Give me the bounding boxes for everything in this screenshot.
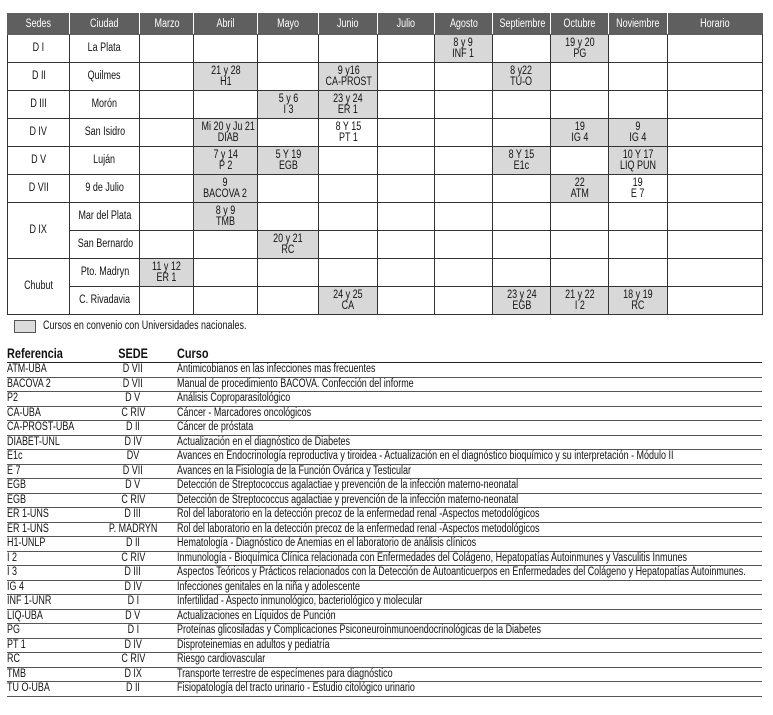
month-cell xyxy=(493,259,551,287)
reference-course-cell: Manual de procedimiento BACOVA. Confección del informe xyxy=(177,377,762,392)
reference-code-cell: TMB xyxy=(7,667,89,682)
reference-code-cell: IG 4 xyxy=(7,580,89,595)
reference-code-cell: EGB xyxy=(7,493,89,508)
ciudad-cell: Morón xyxy=(70,91,140,119)
reference-code-cell: ER 1-UNS xyxy=(7,508,89,523)
schedule-header-cell: Agosto xyxy=(435,14,493,35)
reference-sede-cell: D IV xyxy=(89,435,177,450)
month-cell xyxy=(609,231,668,259)
month-cell xyxy=(378,203,435,231)
month-cell: 19 y 20 PG xyxy=(551,35,609,63)
reference-course-cell: Avances en Endocrinología reproductiva y tiroidea - Actualización en el diagnóstico bioquímico y su interpretación - Módulo II xyxy=(177,450,762,465)
reference-course-cell: Cáncer - Marcadores oncológicos xyxy=(177,406,762,421)
month-cell: 9 y16 CA-PROST xyxy=(319,63,378,91)
reference-row xyxy=(7,479,762,494)
month-cell xyxy=(258,259,319,287)
reference-code-cell: P2 xyxy=(7,392,89,407)
month-cell xyxy=(668,63,763,91)
reference-sede-cell: D VII xyxy=(89,377,177,392)
reference-course-cell: Fisiopatología del tracto urinario - Estudio citológico urinario xyxy=(177,682,762,697)
month-cell xyxy=(668,91,763,119)
reference-code-cell: RC xyxy=(7,653,89,668)
schedule-row xyxy=(8,63,763,91)
month-cell xyxy=(319,147,378,175)
reference-course-cell: Actualizaciones en Líquidos de Punción xyxy=(177,609,762,624)
month-cell: 10 Y 17 LIQ PUN xyxy=(609,147,668,175)
month-cell xyxy=(194,35,258,63)
reference-course-cell: Disproteinemias en adultos y pediatría xyxy=(177,638,762,653)
month-cell xyxy=(668,119,763,147)
reference-row xyxy=(7,377,762,392)
schedule-header-cell: Mayo xyxy=(258,14,319,35)
sede-cell: D IX xyxy=(8,203,70,259)
reference-code-cell: ATM-UBA xyxy=(7,363,89,378)
schedule-row xyxy=(8,35,763,63)
schedule-row xyxy=(8,259,763,287)
reference-course-cell: Riesgo cardiovascular xyxy=(177,653,762,668)
month-cell: 21 y 28 H1 xyxy=(194,63,258,91)
schedule-row xyxy=(8,91,763,119)
legend-text: Cursos en convenio con Universidades nacionales. xyxy=(43,320,247,332)
month-cell xyxy=(319,35,378,63)
reference-course-cell: Infecciones genitales en la niña y adolescente xyxy=(177,580,762,595)
month-cell xyxy=(551,63,609,91)
month-cell: 5 y 6 I 3 xyxy=(258,91,319,119)
reference-sede-cell: D I xyxy=(89,624,177,639)
sede-cell: D I xyxy=(8,35,70,63)
month-cell xyxy=(609,35,668,63)
reference-course-cell: Inmunología - Bioquímica Clínica relacionada con Enfermedades del Colágeno, Hepatopatías Autoinmunes y Vasculitis Inmunes xyxy=(177,551,762,566)
sede-cell: Chubut xyxy=(8,259,70,315)
reference-course-cell: Transporte terrestre de especímenes para diagnóstico xyxy=(177,667,762,682)
reference-code-cell: CA-UBA xyxy=(7,406,89,421)
schedule-row xyxy=(8,175,763,203)
ciudad-cell: Quilmes xyxy=(70,63,140,91)
reference-row xyxy=(7,450,762,465)
month-cell xyxy=(551,203,609,231)
reference-header-curso: Curso xyxy=(177,344,762,363)
month-cell xyxy=(609,63,668,91)
reference-row xyxy=(7,522,762,537)
reference-sede-cell: D III xyxy=(89,508,177,523)
reference-code-cell: CA-PROST-UBA xyxy=(7,421,89,436)
reference-sede-cell: DV xyxy=(89,450,177,465)
month-cell xyxy=(258,119,319,147)
reference-sede-cell: D IX xyxy=(89,667,177,682)
month-cell xyxy=(435,91,493,119)
month-cell xyxy=(258,203,319,231)
reference-code-cell: EGB xyxy=(7,479,89,494)
schedule-row xyxy=(8,147,763,175)
ciudad-cell: San Isidro xyxy=(70,119,140,147)
month-cell xyxy=(551,147,609,175)
month-cell xyxy=(435,175,493,203)
month-cell xyxy=(319,175,378,203)
reference-course-cell: Antimicobianos en las infecciones mas frecuentes xyxy=(177,363,762,378)
month-cell xyxy=(140,91,194,119)
month-cell xyxy=(194,91,258,119)
reference-course-cell: Hematología - Diagnóstico de Anemias en el laboratorio de análisis clínicos xyxy=(177,537,762,552)
month-cell xyxy=(435,63,493,91)
reference-sede-cell: D IV xyxy=(89,580,177,595)
month-cell xyxy=(258,63,319,91)
reference-code-cell: PT 1 xyxy=(7,638,89,653)
month-cell xyxy=(493,175,551,203)
schedule-row xyxy=(8,119,763,147)
reference-row xyxy=(7,421,762,436)
month-cell: 24 y 25 CA xyxy=(319,287,378,315)
month-cell xyxy=(140,231,194,259)
sede-cell: D V xyxy=(8,147,70,175)
reference-row xyxy=(7,609,762,624)
reference-sede-cell: D I xyxy=(89,595,177,610)
reference-header-row xyxy=(7,344,762,363)
month-cell: 21 y 22 I 2 xyxy=(551,287,609,315)
month-cell: 23 y 24 EGB xyxy=(493,287,551,315)
month-cell xyxy=(140,147,194,175)
reference-code-cell: H1-UNLP xyxy=(7,537,89,552)
reference-course-cell: Actualización en el diagnóstico de Diabetes xyxy=(177,435,762,450)
month-cell xyxy=(609,91,668,119)
reference-sede-cell: D VII xyxy=(89,464,177,479)
reference-sede-cell: D V xyxy=(89,479,177,494)
month-cell xyxy=(194,231,258,259)
reference-row xyxy=(7,624,762,639)
month-cell xyxy=(668,203,763,231)
month-cell xyxy=(668,175,763,203)
sede-cell: D IV xyxy=(8,119,70,147)
reference-course-cell: Infertilidad - Aspecto inmunológico, bacteriológico y molecular xyxy=(177,595,762,610)
reference-header-ref: Referencia xyxy=(7,344,89,363)
reference-course-cell: Rol del laboratorio en la detección precoz de la enfermedad renal -Aspectos metodológicos xyxy=(177,508,762,523)
month-cell xyxy=(493,231,551,259)
schedule-header-cell: Septiembre xyxy=(493,14,551,35)
schedule-row xyxy=(8,231,763,259)
schedule-header-cell: Octubre xyxy=(551,14,609,35)
reference-header-sede: SEDE xyxy=(89,344,177,363)
month-cell: Mi 20 y Ju 21 DIAB xyxy=(194,119,258,147)
reference-code-cell: E 7 xyxy=(7,464,89,479)
reference-course-cell: Proteínas glicosiladas y Complicaciones Psiconeuroinmunoendocrinológicas de la Diabetes xyxy=(177,624,762,639)
month-cell xyxy=(493,35,551,63)
reference-row xyxy=(7,595,762,610)
reference-row xyxy=(7,363,762,378)
reference-sede-cell: D II xyxy=(89,682,177,697)
month-cell xyxy=(140,175,194,203)
month-cell xyxy=(668,35,763,63)
month-cell: 18 y 19 RC xyxy=(609,287,668,315)
month-cell: 8 y 9 TMB xyxy=(194,203,258,231)
reference-row xyxy=(7,493,762,508)
legend xyxy=(14,319,304,333)
schedule-table xyxy=(7,13,763,315)
month-cell xyxy=(435,147,493,175)
reference-code-cell: I 2 xyxy=(7,551,89,566)
schedule-header-cell: Julio xyxy=(378,14,435,35)
month-cell: 8 Y 15 E1c xyxy=(493,147,551,175)
reference-course-cell: Detección de Streptococcus agalactiae y prevención de la infección materno-neonatal xyxy=(177,479,762,494)
month-cell: 8 y 9 INF 1 xyxy=(435,35,493,63)
reference-course-cell: Aspectos Teóricos y Prácticos relacionados con la Detección de Autoanticuerpos en Enfermedades del Colágeno y Hepatopatías Autoinmunes. xyxy=(177,566,762,581)
reference-course-cell: Avances en la Fisiología de la Función Ovárica y Testicular xyxy=(177,464,762,479)
month-cell: 22 ATM xyxy=(551,175,609,203)
month-cell xyxy=(319,203,378,231)
month-cell: 23 y 24 ER 1 xyxy=(319,91,378,119)
month-cell xyxy=(258,175,319,203)
ciudad-cell: 9 de Julio xyxy=(70,175,140,203)
reference-sede-cell: D II xyxy=(89,537,177,552)
month-cell xyxy=(140,35,194,63)
month-cell: 8 y22 TU-O xyxy=(493,63,551,91)
reference-code-cell: E1c xyxy=(7,450,89,465)
sede-cell: D VII xyxy=(8,175,70,203)
month-cell xyxy=(609,203,668,231)
reference-sede-cell: C RIV xyxy=(89,551,177,566)
month-cell xyxy=(378,147,435,175)
month-cell xyxy=(378,231,435,259)
reference-code-cell: LIQ-UBA xyxy=(7,609,89,624)
reference-code-cell: PG xyxy=(7,624,89,639)
month-cell xyxy=(140,119,194,147)
month-cell: 9 IG 4 xyxy=(609,119,668,147)
schedule-row xyxy=(8,203,763,231)
reference-course-cell: Detección de Streptococcus agalactiae y prevención de la infección materno-neonatal xyxy=(177,493,762,508)
month-cell xyxy=(319,259,378,287)
month-cell: 11 y 12 ER 1 xyxy=(140,259,194,287)
reference-sede-cell: C RIV xyxy=(89,653,177,668)
reference-row xyxy=(7,537,762,552)
month-cell xyxy=(668,231,763,259)
month-cell xyxy=(609,259,668,287)
month-cell xyxy=(435,231,493,259)
month-cell xyxy=(378,175,435,203)
month-cell xyxy=(140,203,194,231)
reference-row xyxy=(7,638,762,653)
month-cell xyxy=(319,231,378,259)
schedule-header-cell: Abril xyxy=(194,14,258,35)
reference-sede-cell: D V xyxy=(89,609,177,624)
month-cell xyxy=(435,119,493,147)
reference-code-cell: INF 1-UNR xyxy=(7,595,89,610)
schedule-header-cell: Horario xyxy=(668,14,763,35)
month-cell: 20 y 21 RC xyxy=(258,231,319,259)
reference-code-cell: ER 1-UNS xyxy=(7,522,89,537)
month-cell: 5 Y 19 EGB xyxy=(258,147,319,175)
month-cell xyxy=(493,91,551,119)
month-cell xyxy=(378,287,435,315)
reference-code-cell: TU O-UBA xyxy=(7,682,89,697)
ciudad-cell: San Bernardo xyxy=(70,231,140,259)
month-cell xyxy=(378,119,435,147)
reference-row xyxy=(7,551,762,566)
reference-row xyxy=(7,566,762,581)
month-cell: 7 y 14 P 2 xyxy=(194,147,258,175)
month-cell: 8 Y 15 PT 1 xyxy=(319,119,378,147)
reference-sede-cell: D V xyxy=(89,392,177,407)
reference-course-cell: Cáncer de próstata xyxy=(177,421,762,436)
month-cell xyxy=(194,259,258,287)
schedule-header-cell: Ciudad xyxy=(70,14,140,35)
reference-row xyxy=(7,580,762,595)
schedule-header-cell: Junio xyxy=(319,14,378,35)
reference-code-cell: I 3 xyxy=(7,566,89,581)
reference-sede-cell: D III xyxy=(89,566,177,581)
reference-course-cell: Rol del laboratorio en la detección precoz de la enfermedad renal -Aspectos metodológicos xyxy=(177,522,762,537)
ciudad-cell: Mar del Plata xyxy=(70,203,140,231)
ciudad-cell: Pto. Madryn xyxy=(70,259,140,287)
schedule-header-cell: Marzo xyxy=(140,14,194,35)
reference-sede-cell: C RIV xyxy=(89,493,177,508)
reference-sede-cell: D VII xyxy=(89,363,177,378)
reference-row xyxy=(7,406,762,421)
schedule-header-row xyxy=(8,14,763,35)
month-cell xyxy=(378,259,435,287)
schedule-row xyxy=(8,287,763,315)
reference-sede-cell: C RIV xyxy=(89,406,177,421)
month-cell xyxy=(140,287,194,315)
month-cell xyxy=(668,287,763,315)
reference-row xyxy=(7,392,762,407)
schedule-header-cell: Sedes xyxy=(8,14,70,35)
month-cell xyxy=(435,203,493,231)
month-cell xyxy=(194,287,258,315)
reference-row xyxy=(7,653,762,668)
month-cell xyxy=(435,259,493,287)
month-cell xyxy=(258,287,319,315)
month-cell: 9 BACOVA 2 xyxy=(194,175,258,203)
month-cell xyxy=(551,231,609,259)
reference-sede-cell: D IV xyxy=(89,638,177,653)
reference-code-cell: DIABET-UNL xyxy=(7,435,89,450)
month-cell xyxy=(378,91,435,119)
reference-row xyxy=(7,682,762,697)
month-cell xyxy=(258,35,319,63)
ciudad-cell: La Plata xyxy=(70,35,140,63)
month-cell xyxy=(551,91,609,119)
reference-row xyxy=(7,508,762,523)
reference-sede-cell: P. MADRYN xyxy=(89,522,177,537)
month-cell xyxy=(435,287,493,315)
month-cell: 19 IG 4 xyxy=(551,119,609,147)
reference-code-cell: BACOVA 2 xyxy=(7,377,89,392)
month-cell xyxy=(378,63,435,91)
month-cell xyxy=(493,203,551,231)
reference-course-cell: Análisis Coproparasitológico xyxy=(177,392,762,407)
legend-swatch xyxy=(14,320,36,333)
reference-row xyxy=(7,464,762,479)
month-cell xyxy=(493,119,551,147)
ciudad-cell: Luján xyxy=(70,147,140,175)
schedule-header-cell: Noviembre xyxy=(609,14,668,35)
month-cell xyxy=(551,259,609,287)
sede-cell: D III xyxy=(8,91,70,119)
month-cell xyxy=(668,147,763,175)
sede-cell: D II xyxy=(8,63,70,91)
ciudad-cell: C. Rivadavia xyxy=(70,287,140,315)
reference-table xyxy=(7,344,762,697)
month-cell: 19 E 7 xyxy=(609,175,668,203)
reference-sede-cell: D II xyxy=(89,421,177,436)
reference-row xyxy=(7,435,762,450)
month-cell xyxy=(378,35,435,63)
reference-row xyxy=(7,667,762,682)
month-cell xyxy=(140,63,194,91)
month-cell xyxy=(668,259,763,287)
